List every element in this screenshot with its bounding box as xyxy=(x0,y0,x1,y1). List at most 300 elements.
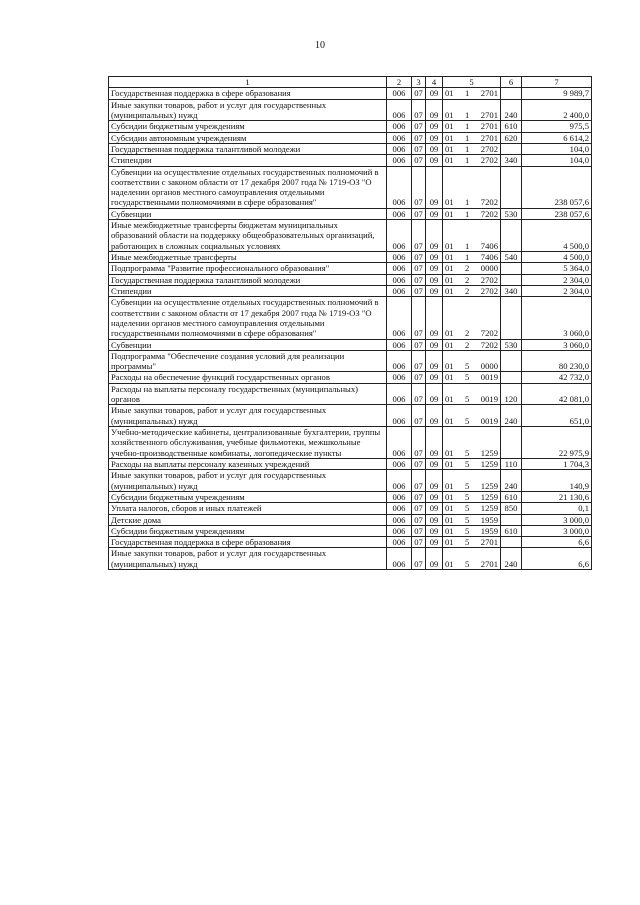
section-code: 07 xyxy=(412,121,426,132)
dept-code: 006 xyxy=(387,525,412,536)
target-article-code xyxy=(443,263,501,274)
expense-type-code: 620 xyxy=(501,132,522,143)
direction-code: 1959 xyxy=(480,514,498,525)
dept-code: 006 xyxy=(387,121,412,132)
table-row xyxy=(109,274,592,285)
subsection-code: 09 xyxy=(426,548,443,570)
row-name: Субвенции xyxy=(109,208,387,219)
subprogram-code: 5 xyxy=(465,361,470,372)
subsection-code: 09 xyxy=(426,491,443,502)
subprogram-code: 1 xyxy=(465,121,470,132)
row-name: Подпрограмма "Развитие профессионального образования" xyxy=(109,263,387,274)
subprogram-code: 1 xyxy=(465,88,470,99)
target-article-code xyxy=(443,88,501,99)
section-code: 07 xyxy=(412,405,426,427)
subprogram-code: 1 xyxy=(465,240,470,251)
direction-code: 1259 xyxy=(480,491,498,502)
program-code: 01 xyxy=(445,197,454,208)
expense-type-code xyxy=(501,372,522,383)
subprogram-code: 5 xyxy=(465,503,470,514)
section-code: 07 xyxy=(412,274,426,285)
header-cell: 2 xyxy=(387,77,412,88)
expense-type-code xyxy=(501,263,522,274)
expense-type-code xyxy=(501,88,522,99)
direction-code: 7406 xyxy=(480,252,498,262)
expense-type-code: 340 xyxy=(501,285,522,296)
section-code: 07 xyxy=(412,88,426,99)
table-row xyxy=(109,470,592,492)
section-code: 07 xyxy=(412,166,426,208)
amount: 6,6 xyxy=(522,548,592,570)
row-name: Подпрограмма "Обеспечение создания условий для реализации программы" xyxy=(109,350,387,372)
row-name: Стипендии xyxy=(109,285,387,296)
section-code: 07 xyxy=(412,470,426,492)
dept-code: 006 xyxy=(387,491,412,502)
target-article-code xyxy=(443,166,501,208)
subprogram-code: 5 xyxy=(465,491,470,502)
dept-code: 006 xyxy=(387,252,412,263)
subsection-code: 09 xyxy=(426,208,443,219)
section-code: 07 xyxy=(412,339,426,350)
row-name: Государственная поддержка в сфере образования xyxy=(109,88,387,99)
target-article-code xyxy=(443,491,501,502)
subprogram-code: 5 xyxy=(465,558,470,569)
expense-type-code xyxy=(501,297,522,339)
subprogram-code: 2 xyxy=(465,328,470,339)
target-article-code xyxy=(443,525,501,536)
amount: 3 060,0 xyxy=(522,297,592,339)
expense-type-code: 240 xyxy=(501,405,522,427)
amount: 42 081,0 xyxy=(522,383,592,405)
direction-code: 7202 xyxy=(480,197,498,208)
amount: 2 304,0 xyxy=(522,274,592,285)
table-row xyxy=(109,491,592,502)
dept-code: 006 xyxy=(387,263,412,274)
subprogram-code: 5 xyxy=(465,458,470,469)
row-name: Иные межбюджетные трансферты бюджетам муниципальных образований области на поддержку общеобразовательных организаций, работающих в сложных социальных условиях xyxy=(109,220,387,252)
table-row xyxy=(109,208,592,219)
amount: 21 130,6 xyxy=(522,491,592,502)
subsection-code: 09 xyxy=(426,350,443,372)
header-cell: 4 xyxy=(426,77,443,88)
target-article-code xyxy=(443,155,501,166)
section-code: 07 xyxy=(412,514,426,525)
row-name: Расходы на выплаты персоналу государственных (муниципальных) органов xyxy=(109,383,387,405)
expense-type-code xyxy=(501,537,522,548)
program-code: 01 xyxy=(445,252,454,262)
expense-type-code: 120 xyxy=(501,383,522,405)
subsection-code: 09 xyxy=(426,470,443,492)
table-row xyxy=(109,514,592,525)
target-article-code xyxy=(443,458,501,469)
dept-code: 006 xyxy=(387,155,412,166)
amount: 238 057,6 xyxy=(522,166,592,208)
program-code: 01 xyxy=(445,503,454,514)
table-row xyxy=(109,166,592,208)
direction-code: 1259 xyxy=(480,458,498,469)
program-code: 01 xyxy=(445,155,454,166)
program-code: 01 xyxy=(445,514,454,525)
section-code: 07 xyxy=(412,143,426,154)
amount: 6 614,2 xyxy=(522,132,592,143)
amount: 3 000,0 xyxy=(522,514,592,525)
dept-code: 006 xyxy=(387,285,412,296)
header-cell: 1 xyxy=(109,77,387,88)
row-name: Учебно-методические кабинеты, централизованные бухгалтерии, группы хозяйственного обслуживания, учебные фильмотеки, межшкольные учебно-производственные комбинаты, логопедические пункты xyxy=(109,427,387,459)
expense-type-code xyxy=(501,427,522,459)
subprogram-code: 5 xyxy=(465,447,470,458)
target-article-code xyxy=(443,220,501,252)
target-article-code xyxy=(443,537,501,548)
header-cell: 5 xyxy=(443,77,501,88)
subprogram-code: 5 xyxy=(465,480,470,491)
table-row xyxy=(109,155,592,166)
row-name: Государственная поддержка талантливой молодежи xyxy=(109,143,387,154)
table-row xyxy=(109,339,592,350)
dept-code: 006 xyxy=(387,548,412,570)
row-name: Иные закупки товаров, работ и услуг для государственных (муниципальных) нужд xyxy=(109,548,387,570)
amount: 42 732,0 xyxy=(522,372,592,383)
dept-code: 006 xyxy=(387,339,412,350)
section-code: 07 xyxy=(412,491,426,502)
expense-type-code xyxy=(501,220,522,252)
table-row xyxy=(109,88,592,99)
subprogram-code: 1 xyxy=(465,109,470,120)
table-row xyxy=(109,285,592,296)
dept-code: 006 xyxy=(387,537,412,548)
subsection-code: 09 xyxy=(426,132,443,143)
subsection-code: 09 xyxy=(426,263,443,274)
dept-code: 006 xyxy=(387,99,412,121)
direction-code: 2701 xyxy=(480,537,498,548)
page-number: 10 xyxy=(315,40,325,51)
row-name: Субсидии бюджетным учреждениям xyxy=(109,525,387,536)
direction-code: 2701 xyxy=(480,88,498,99)
subsection-code: 09 xyxy=(426,383,443,405)
subprogram-code: 2 xyxy=(465,263,470,274)
row-name: Уплата налогов, сборов и иных платежей xyxy=(109,503,387,514)
program-code: 01 xyxy=(445,109,454,120)
row-name: Стипендии xyxy=(109,155,387,166)
direction-code: 2702 xyxy=(480,143,498,154)
subsection-code: 09 xyxy=(426,514,443,525)
target-article-code xyxy=(443,99,501,121)
program-code: 01 xyxy=(445,537,454,548)
target-article-code xyxy=(443,548,501,570)
target-article-code xyxy=(443,350,501,372)
program-code: 01 xyxy=(445,143,454,154)
header-cell: 7 xyxy=(522,77,592,88)
subprogram-code: 1 xyxy=(465,197,470,208)
direction-code: 7202 xyxy=(480,328,498,339)
target-article-code xyxy=(443,143,501,154)
target-article-code xyxy=(443,132,501,143)
budget-table xyxy=(108,76,592,570)
row-name: Субвенции на осуществление отдельных государственных полномочий в соответствии с законом области от 17 декабря 2007 года № 1719-ОЗ "О наделении органов местного самоуправления отдельными государственными полномочиями в сфере образования" xyxy=(109,297,387,339)
expense-type-code: 850 xyxy=(501,503,522,514)
target-article-code xyxy=(443,339,501,350)
row-name: Иные межбюджетные трансферты xyxy=(109,252,387,263)
amount: 238 057,6 xyxy=(522,208,592,219)
subprogram-code: 2 xyxy=(465,339,470,350)
target-article-code xyxy=(443,252,501,263)
section-code: 07 xyxy=(412,99,426,121)
row-name: Субвенции xyxy=(109,339,387,350)
direction-code: 2702 xyxy=(480,285,498,296)
dept-code: 006 xyxy=(387,383,412,405)
section-code: 07 xyxy=(412,132,426,143)
dept-code: 006 xyxy=(387,274,412,285)
table-row xyxy=(109,405,592,427)
row-name: Иные закупки товаров, работ и услуг для государственных (муниципальных) нужд xyxy=(109,99,387,121)
program-code: 01 xyxy=(445,285,454,296)
direction-code: 1959 xyxy=(480,525,498,536)
amount: 4 500,0 xyxy=(522,252,592,263)
subsection-code: 09 xyxy=(426,88,443,99)
program-code: 01 xyxy=(445,121,454,132)
direction-code: 7406 xyxy=(480,240,498,251)
table-row xyxy=(109,427,592,459)
subprogram-code: 2 xyxy=(465,285,470,296)
direction-code: 2701 xyxy=(480,109,498,120)
dept-code: 006 xyxy=(387,470,412,492)
dept-code: 006 xyxy=(387,132,412,143)
row-name: Субсидии автономным учреждениям xyxy=(109,132,387,143)
subprogram-code: 5 xyxy=(465,372,470,383)
amount: 2 400,0 xyxy=(522,99,592,121)
amount: 140,9 xyxy=(522,470,592,492)
section-code: 07 xyxy=(412,208,426,219)
direction-code: 0019 xyxy=(480,394,498,405)
table-row xyxy=(109,350,592,372)
dept-code: 006 xyxy=(387,405,412,427)
row-name: Государственная поддержка талантливой молодежи xyxy=(109,274,387,285)
expense-type-code xyxy=(501,274,522,285)
subprogram-code: 1 xyxy=(465,208,470,219)
subprogram-code: 5 xyxy=(465,525,470,536)
target-article-code xyxy=(443,470,501,492)
program-code: 01 xyxy=(445,491,454,502)
subprogram-code: 5 xyxy=(465,394,470,405)
direction-code: 2701 xyxy=(480,132,498,143)
row-name: Субвенции на осуществление отдельных государственных полномочий в соответствии с законом области от 17 декабря 2007 года № 1719-ОЗ "О наделении органов местного самоуправления отдельными государственными полномочиями в сфере образования" xyxy=(109,166,387,208)
dept-code: 006 xyxy=(387,458,412,469)
program-code: 01 xyxy=(445,525,454,536)
target-article-code xyxy=(443,297,501,339)
target-article-code xyxy=(443,121,501,132)
expense-type-code: 240 xyxy=(501,99,522,121)
program-code: 01 xyxy=(445,394,454,405)
target-article-code xyxy=(443,208,501,219)
row-name: Субсидии бюджетным учреждениям xyxy=(109,491,387,502)
subprogram-code: 5 xyxy=(465,415,470,426)
subsection-code: 09 xyxy=(426,525,443,536)
subsection-code: 09 xyxy=(426,121,443,132)
subprogram-code: 1 xyxy=(465,155,470,166)
expense-type-code: 240 xyxy=(501,548,522,570)
direction-code: 0019 xyxy=(480,372,498,383)
table-row xyxy=(109,383,592,405)
header-cell: 3 xyxy=(412,77,426,88)
dept-code: 006 xyxy=(387,208,412,219)
row-name: Детские дома xyxy=(109,514,387,525)
target-article-code xyxy=(443,372,501,383)
program-code: 01 xyxy=(445,339,454,350)
dept-code: 006 xyxy=(387,372,412,383)
program-code: 01 xyxy=(445,415,454,426)
subsection-code: 09 xyxy=(426,143,443,154)
target-article-code xyxy=(443,427,501,459)
direction-code: 1259 xyxy=(480,503,498,514)
section-code: 07 xyxy=(412,350,426,372)
subprogram-code: 1 xyxy=(465,132,470,143)
subsection-code: 09 xyxy=(426,372,443,383)
subsection-code: 09 xyxy=(426,458,443,469)
subsection-code: 09 xyxy=(426,252,443,263)
dept-code: 006 xyxy=(387,143,412,154)
amount: 3 000,0 xyxy=(522,525,592,536)
expense-type-code xyxy=(501,166,522,208)
direction-code: 2701 xyxy=(480,558,498,569)
dept-code: 006 xyxy=(387,220,412,252)
target-article-code xyxy=(443,514,501,525)
dept-code: 006 xyxy=(387,503,412,514)
section-code: 07 xyxy=(412,155,426,166)
expense-type-code: 110 xyxy=(501,458,522,469)
section-code: 07 xyxy=(412,427,426,459)
subprogram-code: 1 xyxy=(465,252,470,262)
section-code: 07 xyxy=(412,252,426,263)
section-code: 07 xyxy=(412,537,426,548)
direction-code: 7202 xyxy=(480,339,498,350)
subprogram-code: 2 xyxy=(465,274,470,285)
section-code: 07 xyxy=(412,525,426,536)
program-code: 01 xyxy=(445,263,454,274)
program-code: 01 xyxy=(445,480,454,491)
amount: 104,0 xyxy=(522,155,592,166)
amount: 2 304,0 xyxy=(522,285,592,296)
table-row xyxy=(109,503,592,514)
subprogram-code: 5 xyxy=(465,514,470,525)
program-code: 01 xyxy=(445,132,454,143)
program-code: 01 xyxy=(445,328,454,339)
direction-code: 1259 xyxy=(480,447,498,458)
table-row xyxy=(109,99,592,121)
subsection-code: 09 xyxy=(426,339,443,350)
row-name: Иные закупки товаров, работ и услуг для государственных (муниципальных) нужд xyxy=(109,470,387,492)
target-article-code xyxy=(443,405,501,427)
subsection-code: 09 xyxy=(426,503,443,514)
section-code: 07 xyxy=(412,297,426,339)
subsection-code: 09 xyxy=(426,155,443,166)
section-code: 07 xyxy=(412,383,426,405)
table-row xyxy=(109,458,592,469)
table-row xyxy=(109,132,592,143)
section-code: 07 xyxy=(412,503,426,514)
expense-type-code xyxy=(501,514,522,525)
program-code: 01 xyxy=(445,88,454,99)
subprogram-code: 5 xyxy=(465,537,470,548)
expense-type-code: 530 xyxy=(501,208,522,219)
table-row xyxy=(109,121,592,132)
row-name: Иные закупки товаров, работ и услуг для государственных (муниципальных) нужд xyxy=(109,405,387,427)
table-row xyxy=(109,297,592,339)
expense-type-code: 610 xyxy=(501,121,522,132)
table-row xyxy=(109,537,592,548)
expense-type-code xyxy=(501,143,522,154)
direction-code: 2702 xyxy=(480,274,498,285)
table-row xyxy=(109,372,592,383)
program-code: 01 xyxy=(445,372,454,383)
amount: 975,5 xyxy=(522,121,592,132)
subsection-code: 09 xyxy=(426,405,443,427)
subsection-code: 09 xyxy=(426,297,443,339)
section-code: 07 xyxy=(412,263,426,274)
program-code: 01 xyxy=(445,558,454,569)
subsection-code: 09 xyxy=(426,220,443,252)
amount: 80 230,0 xyxy=(522,350,592,372)
section-code: 07 xyxy=(412,220,426,252)
target-article-code xyxy=(443,285,501,296)
dept-code: 006 xyxy=(387,88,412,99)
direction-code: 2702 xyxy=(480,155,498,166)
dept-code: 006 xyxy=(387,427,412,459)
program-code: 01 xyxy=(445,458,454,469)
direction-code: 0000 xyxy=(480,263,498,274)
table-row xyxy=(109,252,592,263)
expense-type-code: 340 xyxy=(501,155,522,166)
section-code: 07 xyxy=(412,372,426,383)
amount: 0,1 xyxy=(522,503,592,514)
expense-type-code: 610 xyxy=(501,525,522,536)
direction-code: 1259 xyxy=(480,480,498,491)
subprogram-code: 1 xyxy=(465,143,470,154)
row-name: Субсидии бюджетным учреждениям xyxy=(109,121,387,132)
section-code: 07 xyxy=(412,285,426,296)
program-code: 01 xyxy=(445,447,454,458)
target-article-code xyxy=(443,503,501,514)
program-code: 01 xyxy=(445,240,454,251)
expense-type-code: 610 xyxy=(501,491,522,502)
section-code: 07 xyxy=(412,548,426,570)
subsection-code: 09 xyxy=(426,285,443,296)
expense-type-code: 530 xyxy=(501,339,522,350)
amount: 651,0 xyxy=(522,405,592,427)
subsection-code: 09 xyxy=(426,537,443,548)
header-cell: 6 xyxy=(501,77,522,88)
dept-code: 006 xyxy=(387,350,412,372)
subsection-code: 09 xyxy=(426,99,443,121)
expense-type-code: 240 xyxy=(501,470,522,492)
direction-code: 0000 xyxy=(480,361,498,372)
dept-code: 006 xyxy=(387,514,412,525)
dept-code: 006 xyxy=(387,166,412,208)
table-row xyxy=(109,263,592,274)
expense-type-code xyxy=(501,350,522,372)
direction-code: 0019 xyxy=(480,415,498,426)
row-name: Государственная поддержка в сфере образования xyxy=(109,537,387,548)
amount: 9 989,7 xyxy=(522,88,592,99)
subsection-code: 09 xyxy=(426,166,443,208)
header-row xyxy=(109,77,592,88)
row-name: Расходы на обеспечение функций государственных органов xyxy=(109,372,387,383)
section-code: 07 xyxy=(412,458,426,469)
expense-type-code: 540 xyxy=(501,252,522,263)
direction-code: 7202 xyxy=(480,208,498,219)
program-code: 01 xyxy=(445,208,454,219)
program-code: 01 xyxy=(445,274,454,285)
subsection-code: 09 xyxy=(426,427,443,459)
